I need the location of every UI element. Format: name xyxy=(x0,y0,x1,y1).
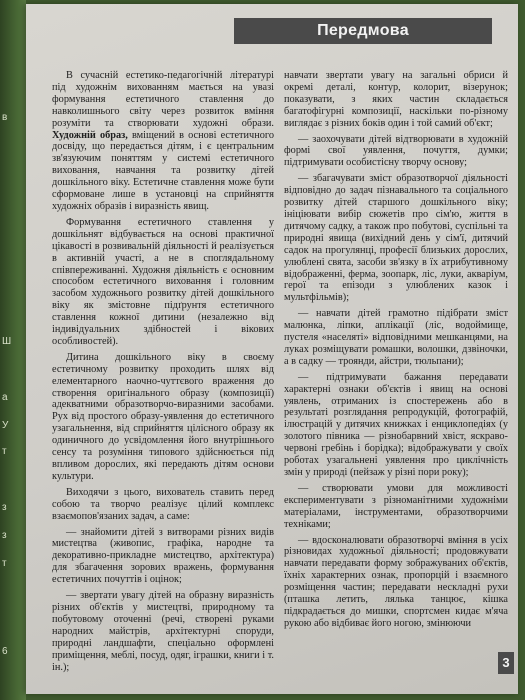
prev-page-letter: У xyxy=(2,420,9,431)
list-item: — знайомити дітей з витворами різних видів мистецтва (живопис, графіка, народне та декоративно-прикладне мистецтво, архітектура) для збагачення зорових вражень, формування естетичних почуттів і оцінок; xyxy=(52,526,274,586)
book-page xyxy=(26,4,518,694)
left-column xyxy=(52,70,274,677)
list-item: — заохочувати дітей відтворювати в художній формі свої уявлення, почуття, думки; підтримувати особистісну творчу основу; xyxy=(284,133,508,169)
paragraph-text: вміщений в основі естетичного досвіду, що передається дітям, і є центральним зв'язуючим поняттям у системі естетичного виховання, навчання та розвитку дітей дошкільного віку. Естетичне ставлення може бути сформоване лише в установці на сприйняття художніх образів і виразність явищ. xyxy=(52,129,274,212)
paragraph: Формування естетичного ставлення у дошкільнят відбувається на основі практичної цікавості в розвивальній діяльності й реалізується в активній участі, а не в споглядальному співпереживанні. Художня діяльність є основним способом естетичного виховання і головним засобом художнього розвитку дітей дошкільного віку як змістовне підґрунтя естетичного ставлення кожної дитини (незалежно від індивідуальних здібностей і вікових особливостей). xyxy=(52,216,274,347)
prev-page-letter: 6 xyxy=(2,646,8,657)
prev-page-letter: з xyxy=(2,502,7,513)
paragraph-bold-term: Художній образ, xyxy=(52,129,128,141)
list-item: — створювати умови для можливості експериментувати з різноманітними художніми матеріалами, інструментами, образотворчими техніками; xyxy=(284,482,508,530)
paragraph xyxy=(52,70,274,213)
prev-page-letter: т xyxy=(2,446,7,457)
paragraph-text: В сучасній естетико-педагогічній літературі під художнім вихованням мається на увазі формування естетичного ставлення до навколишнього світу через розвиток вміння розуміти та створювати художні образи. xyxy=(52,70,274,129)
list-item: — навчати дітей грамотно підібрати зміст малюнка, ліпки, аплікації (ліс, водоймище, пустеля «населяті» відповідними мешканцями, на луках розміщувати ромашки, волошки, дзвіночки, а в садку — троянди, айстри, тюльпани); xyxy=(284,308,508,367)
list-item: — вдосконалювати образотворчі вміння в усіх різновидах художньої діяльності; продовжувати навчати передавати форму зображуваних об'єктів, їхніх характерних ознак, пропорцій і взаємного розміщення частин; передавати нескладні рухи (пташка летить, лялька танцює, кішка підкрадається до мишки, спортсмен кидає м'яча рукою або відбиває його ногою, змінюючи xyxy=(284,534,508,629)
right-column xyxy=(284,70,508,634)
page-title: Передмова xyxy=(234,18,492,44)
paragraph: Виходячи з цього, вихователь ставить перед собою та творчо реалізує цілий комплекс взаємопов'язаних задач, а саме: xyxy=(52,486,274,522)
list-item: — збагачувати зміст образотворчої діяльності відповідно до задач пізнавального та соціального розвитку дітей старшого дошкільного віку; ініціювати вибір сюжетів про сім'ю, життя в дитячому садку, а також про побутові, суспільні та природні явища (вихідний день у сім'ї, дитячий садок на прогулянці, професії близьких дорослих, улюблені свята, засоби зв'язку в їх атрибутивному відображенні, ферма, зоопарк, ліс, луки, акваріум, герої та епізоди з улюблених казок і мультфільмів); xyxy=(284,173,508,304)
prev-page-letter: а xyxy=(2,392,8,403)
prev-page-letter: в xyxy=(2,112,8,123)
prev-page-letter: т xyxy=(2,558,7,569)
prev-page-letter: з xyxy=(2,530,7,541)
paragraph: Дитина дошкільного віку в своєму естетичному розвитку проходить шлях від елементарного наочно-чуттєвого враження до створення оригінального образу (композиції) адекватними образотворчо-виразними засобами. Рух від простого образу-уявлення до естетичного узагальнення, від сприйняття цілісного образу як одиничного до усвідомлення його внутрішнього сенсу та розуміння типового здійснюється під впливом дорослих, які передають дітям основи культури. xyxy=(52,351,274,482)
previous-page-edge xyxy=(0,0,24,700)
prev-page-letter: Ш xyxy=(2,336,12,347)
paragraph: навчати звертати увагу на загальні обриси й окремі деталі, контур, колорит, візерунок; показувати, з яких частин складається багатофігурні композиції, наскільки по-різному виглядає з різних боків один і той самий об'єкт; xyxy=(284,70,508,129)
list-item: — звертати увагу дітей на образну виразність різних об'єктів у мистецтві, природному та побутовому оточенні (речі, створені руками народних майстрів, архітектурні споруди, природні ландшафти, спеціально оформлені приміщення, меблі, посуд, одяг, іграшки, книги і т. ін.); xyxy=(52,590,274,673)
page-number: 3 xyxy=(498,652,514,674)
list-item: — підтримувати бажання передавати характерні ознаки об'єктів і явищ на основі уявлень, отриманих із спостережень або в результаті розглядання репродукцій, фотографій, ілюстрацій у дитячих книжках і енциклопедіях (у золотого півника — різнобарвний хвіст, яскраво-червоні гребінь і борідка); відображувати у своїх роботах узагальнені уявлення про циклічність змін у природі (пейзаж у різні пори року); xyxy=(284,371,508,478)
